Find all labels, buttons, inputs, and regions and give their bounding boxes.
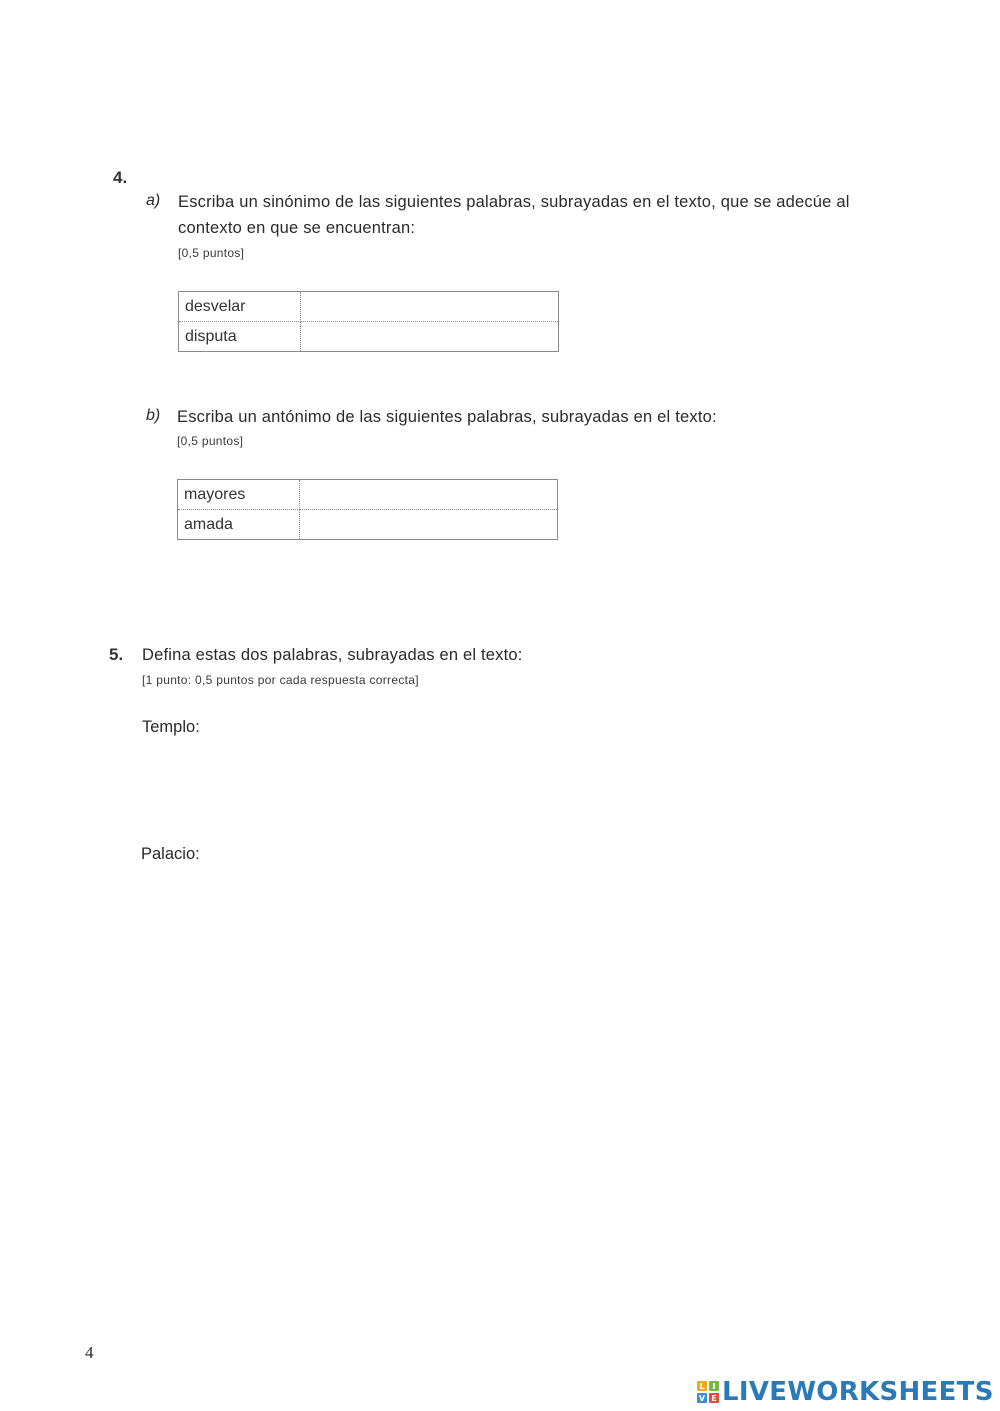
part-b-stem: Escriba un antónimo de las siguientes palabras, subrayadas en el texto: <box>177 408 717 426</box>
part-a-points: [0,5 puntos] <box>178 246 245 260</box>
antonym-table <box>177 479 558 540</box>
answer-blank[interactable] <box>300 480 558 510</box>
logo-square-v: V <box>698 1393 706 1403</box>
question-5-points: [1 punto: 0,5 puntos por cada respuesta correcta] <box>142 673 419 687</box>
page-number: 4 <box>85 1343 94 1362</box>
templo-answer-area[interactable] <box>142 745 862 815</box>
part-b-points: [0,5 puntos] <box>177 434 244 448</box>
word-cell: disputa <box>179 322 301 352</box>
answer-blank[interactable] <box>300 510 558 540</box>
logo-text: LIVEWORKSHEETS <box>722 1377 994 1407</box>
part-a-letter-text: a <box>146 192 155 209</box>
part-a-stem-line2: contexto en que se encuentran: <box>178 219 416 237</box>
word-cell: desvelar <box>179 292 301 322</box>
question-5-stem: Defina estas dos palabras, subrayadas en el texto: <box>142 646 523 664</box>
liveworksheets-logo <box>697 1377 994 1407</box>
table-row <box>178 510 558 540</box>
synonym-table <box>178 291 559 352</box>
palacio-label: Palacio: <box>141 845 200 863</box>
part-a-letter: a) <box>146 192 161 209</box>
part-a-stem-line1: Escriba un sinónimo de las siguientes palabras, subrayadas en el texto, que se adecúe al <box>178 193 850 211</box>
word-cell: mayores <box>178 480 300 510</box>
logo-square-e: E <box>709 1393 719 1403</box>
logo-square-l: L <box>697 1381 707 1391</box>
question-4-number: 4. <box>113 168 128 187</box>
question-5-number: 5. <box>109 645 124 664</box>
word-cell: amada <box>178 510 300 540</box>
logo-mark-icon <box>697 1381 719 1403</box>
palacio-answer-area[interactable] <box>141 872 861 942</box>
table-row <box>179 322 559 352</box>
table-row <box>178 480 558 510</box>
templo-label: Templo: <box>142 718 200 736</box>
part-b-letter-text: b <box>146 407 155 424</box>
answer-blank[interactable] <box>301 292 559 322</box>
part-b-letter: b) <box>146 407 161 424</box>
answer-blank[interactable] <box>301 322 559 352</box>
table-row <box>179 292 559 322</box>
logo-square-i: I <box>709 1381 719 1391</box>
